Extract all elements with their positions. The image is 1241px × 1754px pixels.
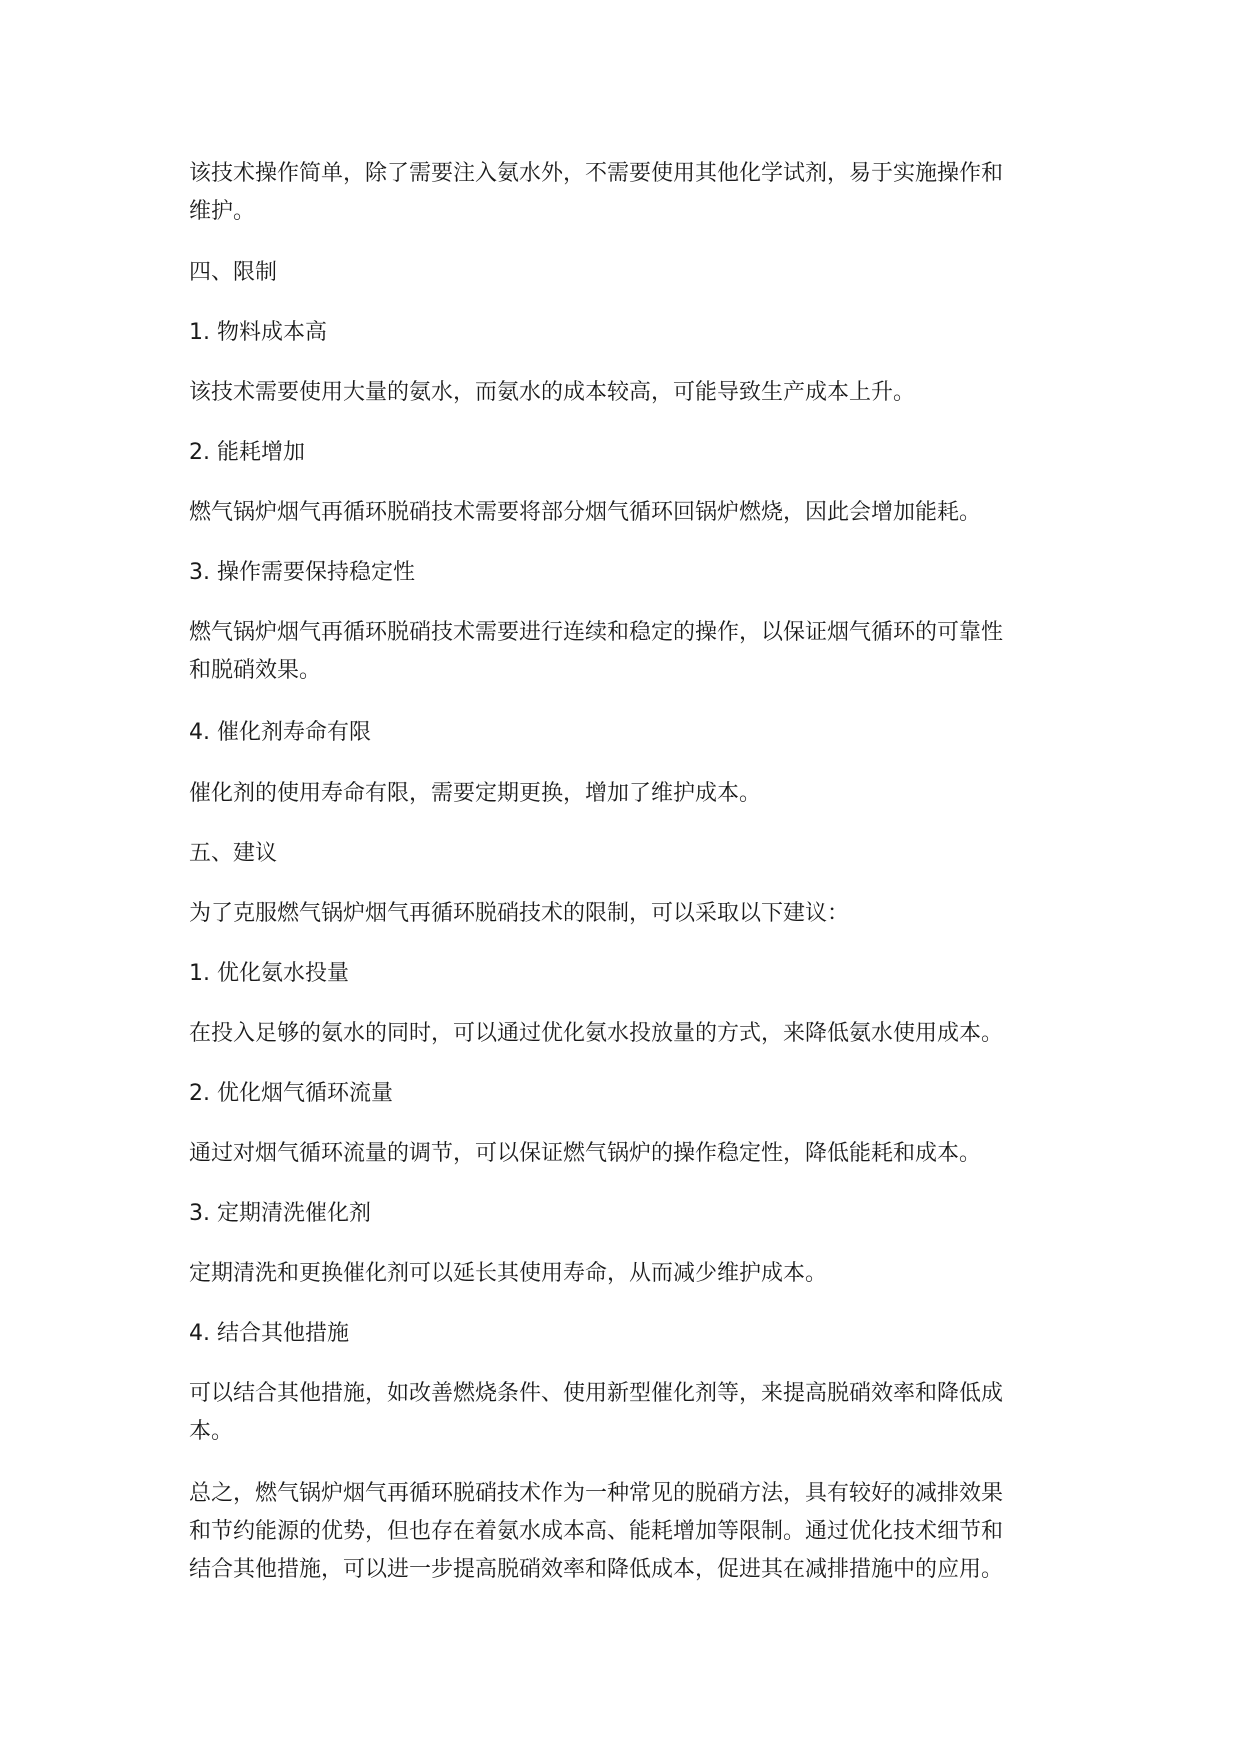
subheading: 2. 能耗增加	[189, 440, 305, 465]
paragraph-line: 该技术需要使用大量的氨水，而氨水的成本较高，可能导致生产成本上升。	[189, 380, 916, 405]
paragraph-line: 维护。	[189, 199, 256, 224]
subheading: 4. 结合其他措施	[189, 1321, 349, 1346]
paragraph-line: 定期清洗和更换催化剂可以延长其使用寿命，从而减少维护成本。	[189, 1261, 828, 1286]
paragraph-line: 可以结合其他措施，如改善燃烧条件、使用新型催化剂等，来提高脱硝效率和降低成	[189, 1381, 1004, 1406]
section-heading: 五、建议	[189, 841, 278, 866]
paragraph-line: 燃气锅炉烟气再循环脱硝技术需要将部分烟气循环回锅炉燃烧，因此会增加能耗。	[189, 500, 982, 525]
paragraph-line: 通过对烟气循环流量的调节，可以保证燃气锅炉的操作稳定性，降低能耗和成本。	[189, 1141, 982, 1166]
paragraph-line: 本。	[189, 1419, 234, 1444]
paragraph-line: 在投入足够的氨水的同时，可以通过优化氨水投放量的方式，来降低氨水使用成本。	[189, 1021, 1004, 1046]
paragraph-line: 和脱硝效果。	[189, 658, 322, 683]
paragraph-line: 为了克服燃气锅炉烟气再循环脱硝技术的限制，可以采取以下建议：	[189, 901, 850, 926]
subheading: 3. 定期清洗催化剂	[189, 1201, 371, 1226]
section-heading: 四、限制	[189, 260, 278, 285]
paragraph-line: 和节约能源的优势，但也存在着氨水成本高、能耗增加等限制。通过优化技术细节和	[189, 1519, 1004, 1544]
subheading: 1. 物料成本高	[189, 320, 327, 345]
paragraph-line: 结合其他措施，可以进一步提高脱硝效率和降低成本，促进其在减排措施中的应用。	[189, 1557, 1004, 1582]
paragraph-line: 燃气锅炉烟气再循环脱硝技术需要进行连续和稳定的操作，以保证烟气循环的可靠性	[189, 620, 1004, 645]
paragraph-line: 该技术操作简单，除了需要注入氨水外，不需要使用其他化学试剂，易于实施操作和	[189, 161, 1004, 186]
subheading: 3. 操作需要保持稳定性	[189, 560, 415, 585]
subheading: 2. 优化烟气循环流量	[189, 1081, 393, 1106]
subheading: 1. 优化氨水投量	[189, 961, 349, 986]
paragraph-line: 总之，燃气锅炉烟气再循环脱硝技术作为一种常见的脱硝方法，具有较好的减排效果	[189, 1481, 1004, 1506]
paragraph-line: 催化剂的使用寿命有限，需要定期更换，增加了维护成本。	[189, 781, 762, 806]
subheading: 4. 催化剂寿命有限	[189, 720, 371, 745]
